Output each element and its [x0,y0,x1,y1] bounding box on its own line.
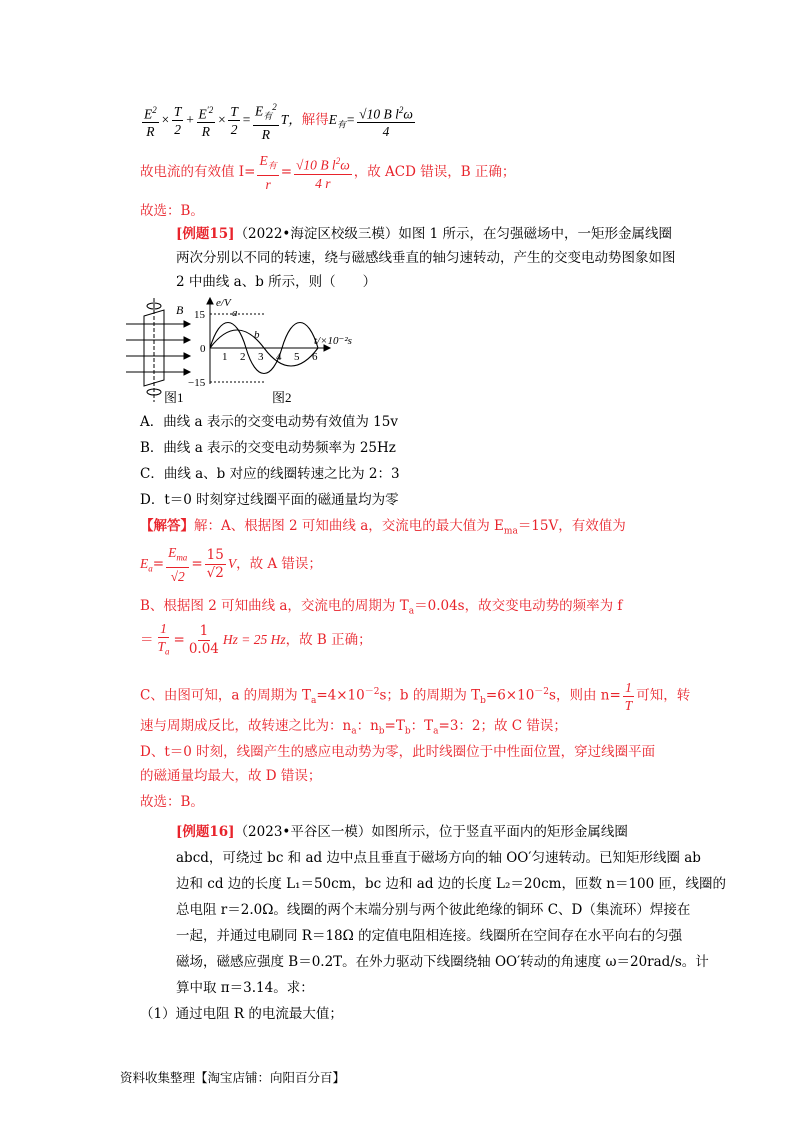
x-ticks [222,351,318,363]
frac-1-over-t: $\frac{1}{T}$ [624,679,633,713]
sol15-a2: $E_a=$ $\frac{E_{ma}}{√2}$ = $\frac{15}{√2}$ V，故 A 错误； [140,545,322,584]
frac-result: $\frac{√10 B l^2\omega}{4}$ [357,102,415,141]
ex15-line3: 2 中曲线 a、b 所示，则（ ） [176,274,377,290]
frac-current-result: $\frac{√10 B l^2\omega}{4 r}$ [294,153,352,192]
option-a: A．曲线 a 表示的交变电动势有效值为 15v [140,414,398,430]
formula-top: $\frac{E^2}{R}$ × $\frac{T}{2}$ + $\frac{E^{'2}}{R}$ × $\frac{T}{2}$ = $\frac{E_有^2}{R}$ T，解得$E_有=$ $\frac{√10 B l^2\omega}{4}$ [140,98,417,147]
solve-text: 解得 [301,112,329,127]
ex16-line6: 磁场，磁感应强度 B＝0.2T。在外力驱动下线圈绕轴 OO′转动的角速度 ω＝20rad/s。计 [176,954,709,970]
tick-2: 2 [240,351,246,363]
frac-ema-over-root2: $\frac{E_{ma}}{√2}$ [168,545,188,584]
ex15-line1: [例题15]（2022•海淀区校级三模）如图 1 所示，在匀强磁场中，一矩形金属线圈 [176,226,673,242]
frac-eyou-over-r2: $\frac{E_有}{r}$ [259,153,277,192]
frac-1-over-004: $\frac{1}{0.04}$ [188,623,219,657]
tick-4: 4 [276,351,282,363]
ex15-tag: [例题15] [176,226,235,242]
fig-b-label: B [176,303,184,317]
ex16-line3: 边和 cd 边的长度 L₁＝50cm，bc 边和 ad 边的长度 L₂＝20cm，匝数 n＝100 匝，线圈的 [176,876,727,892]
frac-1-over-ta: $\frac{1}{T_a}$ [157,621,170,657]
current-line: 故电流的有效值 I= $\frac{E_有}{r}$ = $\frac{√10 B l^2\omega}{4 r}$ ，故 ACD 错误，B 正确； [140,153,516,192]
coil-icon [144,298,164,402]
ex16-line5: 一起，并通过电刷同 R＝18Ω 的定值电阻相连接。线圈所在空间存在水平向右的匀强 [176,928,683,944]
field-lines [126,321,190,375]
origin-zero: 0 [200,343,206,355]
ex15-figure [124,296,384,408]
tick-1: 1 [222,351,228,363]
footer-note: 资料收集整理【淘宝店铺：向阳百分百】 [120,1070,346,1085]
ex16-line7: 算中取 π＝3.14。求： [176,980,314,996]
y-top: 15 [194,309,205,321]
frac-t-over-2-b: $\frac{T}{2}$ [230,104,238,138]
y-label: e/V [216,297,231,309]
sol15-b1: B、根据图 2 可知曲线 a，交流电的周期为 $T_a=0.04s$，故交变电动势的频率为 f [140,598,623,617]
y-bottom: −15 [188,377,206,389]
graph-axes [207,298,330,384]
sol15-d2: 的磁通量均最大，故 D 错误； [140,768,322,784]
x-label: t/×10⁻²s [314,335,352,347]
frac-t-over-2: $\frac{T}{2}$ [173,104,182,138]
option-d: D．t＝0 时刻穿过线圈平面的磁通量均为零 [140,492,399,508]
option-b: B．曲线 a 表示的交变电动势频率为 25Hz [140,440,396,456]
tick-3: 3 [258,351,264,363]
sol15-tag: 【解答】 [140,518,194,534]
ex16-line4: 总电阻 r＝2.0Ω。线圈的两个末端分别与两个彼此绝缘的铜环 C、D（集流环）焊接在 [176,902,691,918]
answer-1: 故选：B。 [140,203,204,219]
tick-5: 5 [294,351,300,363]
ex15-line2: 两次分别以不同的转速，绕与磁感线垂直的轴匀速转动，产生的交变电动势图象如图 [176,250,676,266]
ex16-q1: （1）通过电阻 R 的电流最大值； [140,1006,343,1022]
frac-15-over-root2: $\frac{15}{√2}$ [206,547,224,581]
curve-a-label: a [232,307,238,319]
sol15-d1: D、t＝0 时刻，线圈产生的感应电动势为零，此时线圈位于中性面位置，穿过线圈平面 [140,744,656,760]
sol15-c1: C、由图可知，a 的周期为 $T_a=4\times 10^{-2}s$；b 的周期为 $T_b=6\times 10^{-2}s$，则由 n= $\frac{1}{T}$ 可知，转 [140,679,691,713]
sol15-b2: ＝ $\frac{1}{T_a}$ = $\frac{1}{0.04}$ Hz = 25 Hz，故 B 正确； [140,620,372,661]
tick-6: 6 [312,351,318,363]
sol15-a1: 【解答】解：A、根据图 2 可知曲线 a，交流电的最大值为 $E_{ma}=15V$，有效值为 [140,518,626,537]
fig2-caption: 图2 [272,390,292,405]
sol15-c2: 速与周期成反比，故转速之比为：$n_a$：$n_b=T_b$：$T_a=3$：2；故 C 错误； [140,718,567,737]
curve-b-label: b [254,329,260,341]
fig1-caption: 图1 [164,390,184,405]
frac-eyou-over-r: $\frac{E_有^2}{R}$ [253,99,279,143]
ex16-line2: abcd，可绕过 bc 和 ad 边中点且垂直于磁场方向的轴 OO′匀速转动。已知矩形线圈 ab [176,850,701,866]
sol15-answer: 故选：B。 [140,794,204,810]
frac-eprime-over-r: $\frac{E^{'2}}{R}$ [197,102,216,141]
option-c: C．曲线 a、b 对应的线圈转速之比为 2：3 [140,466,400,482]
ex16-line1: [例题16]（2023•平谷区一模）如图所示，位于竖直平面内的矩形金属线圈 [176,824,628,840]
frac-e2-over-r: $\frac{E^2}{R}$ [142,102,159,141]
ex16-tag: [例题16] [176,824,235,840]
